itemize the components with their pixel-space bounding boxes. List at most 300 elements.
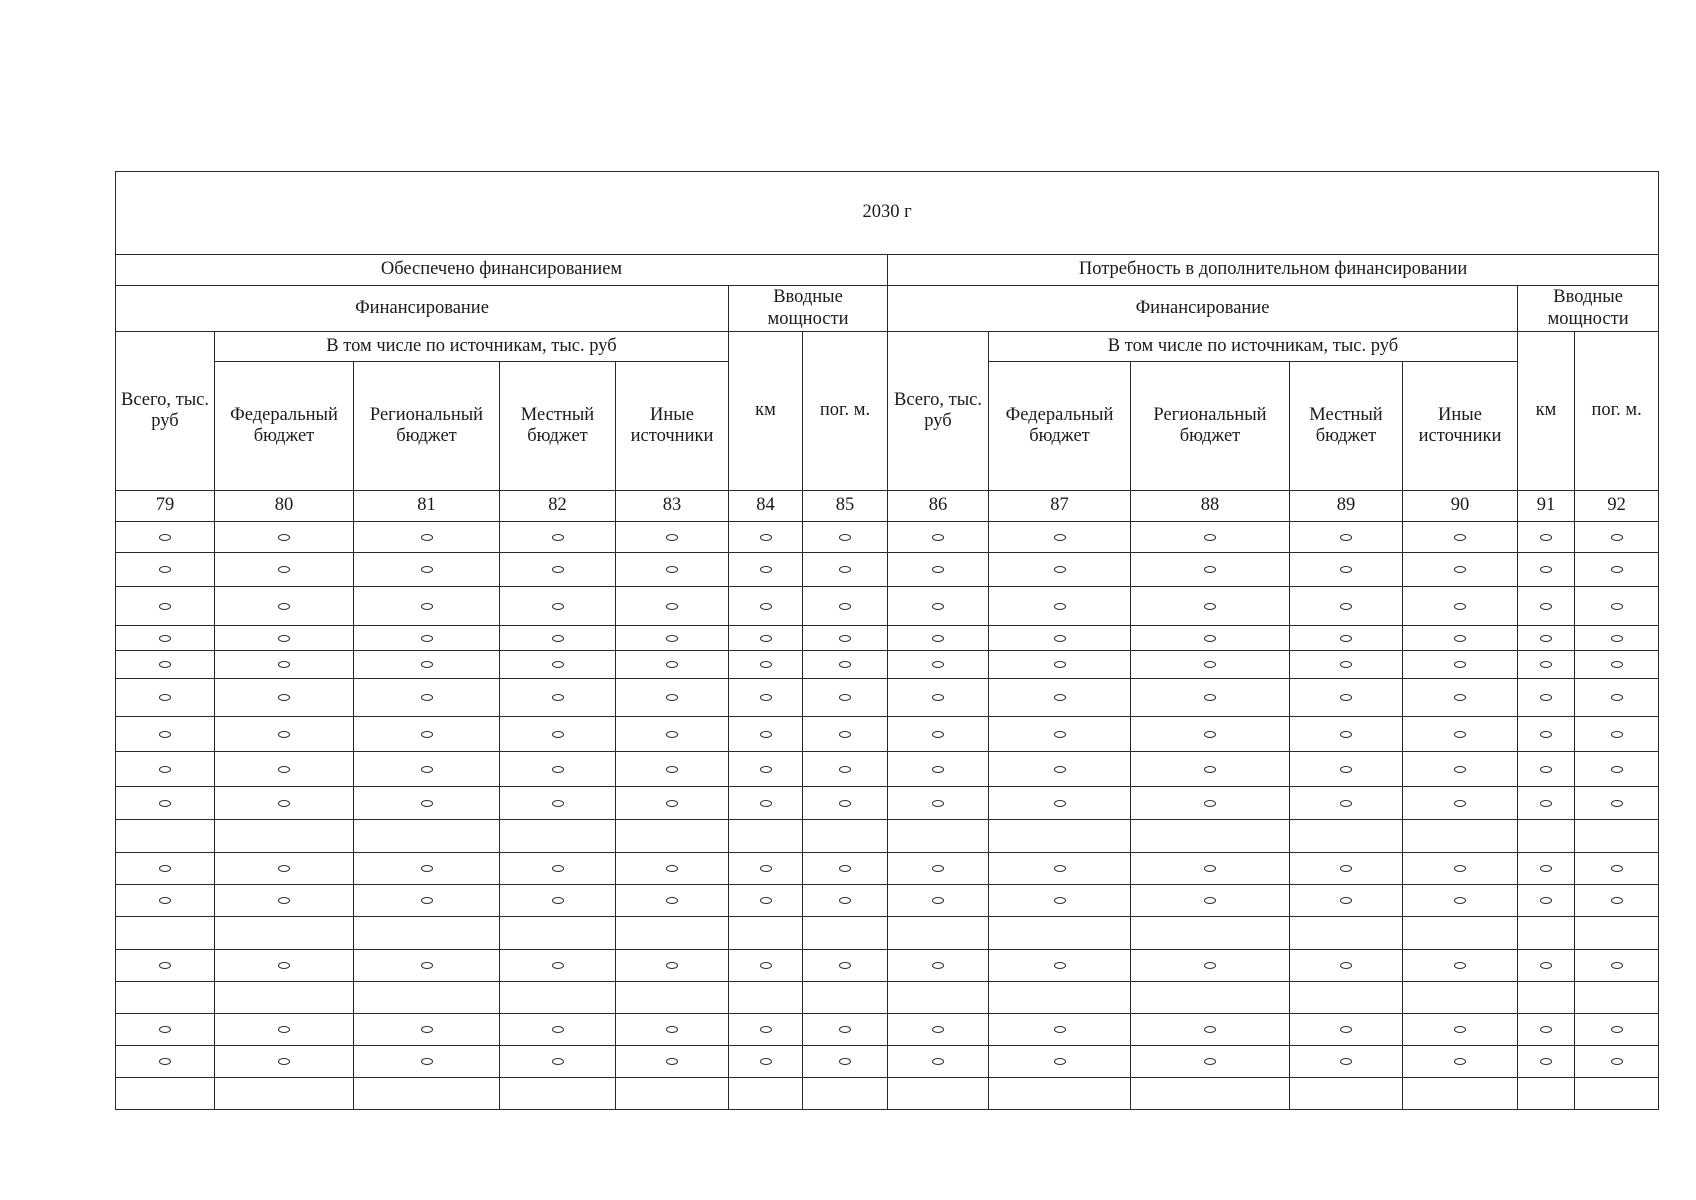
zero-value [1054,731,1066,738]
table-cell [215,522,354,553]
table-cell [354,553,500,587]
table-cell [116,717,215,752]
table-cell [888,651,989,679]
zero-value [839,635,851,642]
zero-value [552,731,564,738]
table-cell [116,1046,215,1078]
zero-value [839,603,851,610]
table-row [116,679,1659,717]
zero-value [839,1058,851,1065]
table-cell [1290,950,1403,982]
table-cell [616,717,729,752]
table-cell [616,522,729,553]
table-cell [1403,522,1518,553]
table-cell [116,950,215,982]
zero-value [1540,731,1552,738]
table-cell [1290,982,1403,1014]
zero-value [159,603,171,610]
table-cell [803,717,888,752]
table-cell [888,917,989,950]
table-row [116,885,1659,917]
table-cell [116,787,215,820]
table-cell [500,651,616,679]
needed-by-sources-header: В том числе по источникам, тыс. руб [989,332,1518,362]
table-cell [116,679,215,717]
table-cell [803,587,888,626]
table-cell [989,679,1131,717]
table-row [116,1046,1659,1078]
table-cell [888,885,989,917]
table-cell [215,651,354,679]
zero-value [1054,962,1066,969]
zero-value [1540,865,1552,872]
table-cell [215,717,354,752]
zero-value [1054,534,1066,541]
table-cell [729,522,803,553]
table-cell [1403,752,1518,787]
table-cell [1575,950,1659,982]
table-cell [1131,885,1290,917]
zero-value [1340,534,1352,541]
table-cell [888,626,989,651]
zero-value [1611,694,1623,701]
zero-value [278,1026,290,1033]
zero-value [278,603,290,610]
table-cell [989,950,1131,982]
table-cell [1131,651,1290,679]
zero-value [1054,897,1066,904]
table-cell [803,522,888,553]
table-cell [354,626,500,651]
table-cell [1290,587,1403,626]
table-cell [888,679,989,717]
zero-value [1054,635,1066,642]
needed-km-header: км [1518,332,1575,491]
zero-value [760,865,772,872]
table-cell [500,522,616,553]
table-cell [989,651,1131,679]
table-cell [989,853,1131,885]
zero-value [932,603,944,610]
table-row [116,820,1659,853]
table-cell [616,651,729,679]
zero-value [159,731,171,738]
table-cell [354,522,500,553]
zero-value [278,661,290,668]
zero-value [421,897,433,904]
table-cell [989,820,1131,853]
table-cell [215,885,354,917]
zero-value [1340,962,1352,969]
table-cell [500,917,616,950]
zero-value [666,661,678,668]
table-cell [500,885,616,917]
zero-value [1611,800,1623,807]
zero-value [159,962,171,969]
zero-value [760,766,772,773]
table-cell [989,1014,1131,1046]
table-cell [1575,522,1659,553]
secured-other-header: Иные источники [616,362,729,491]
zero-value [1340,1026,1352,1033]
zero-value [1540,635,1552,642]
table-cell [1131,820,1290,853]
table-cell [1403,820,1518,853]
zero-value [666,800,678,807]
zero-value [1340,566,1352,573]
zero-value [839,1026,851,1033]
table-cell [1518,787,1575,820]
table-cell [1403,950,1518,982]
column-number: 92 [1575,491,1659,522]
zero-value [932,534,944,541]
needed-other-header: Иные источники [1403,362,1518,491]
table-cell [1403,917,1518,950]
zero-value [666,897,678,904]
column-number: 86 [888,491,989,522]
zero-value [552,800,564,807]
table-cell [500,626,616,651]
zero-value [1611,766,1623,773]
table-cell [1403,1014,1518,1046]
zero-value [159,661,171,668]
column-number: 89 [1290,491,1403,522]
zero-value [552,694,564,701]
zero-value [760,897,772,904]
table-cell [888,820,989,853]
table-cell [803,820,888,853]
table-cell [1575,820,1659,853]
table-cell [616,787,729,820]
needed-capacity-header: Вводные мощности [1518,286,1659,332]
table-cell [116,885,215,917]
table-cell [354,752,500,787]
table-row [116,853,1659,885]
table-cell [989,787,1131,820]
table-cell [354,950,500,982]
table-cell [1403,1046,1518,1078]
table-cell [1575,853,1659,885]
zero-value [1611,1026,1623,1033]
table-cell [500,1078,616,1110]
table-cell [616,587,729,626]
table-cell [803,1078,888,1110]
zero-value [1454,635,1466,642]
zero-value [552,566,564,573]
table-cell [1575,982,1659,1014]
table-cell [1575,717,1659,752]
zero-value [159,766,171,773]
zero-value [760,731,772,738]
zero-value [159,865,171,872]
table-cell [1290,820,1403,853]
zero-value [1540,534,1552,541]
table-cell [215,820,354,853]
zero-value [159,1026,171,1033]
table-cell [989,626,1131,651]
zero-value [421,962,433,969]
zero-value [839,962,851,969]
zero-value [278,635,290,642]
table-cell [1131,626,1290,651]
table-cell [616,853,729,885]
table-cell [1403,651,1518,679]
zero-value [421,694,433,701]
table-cell [1518,626,1575,651]
zero-value [1204,865,1216,872]
zero-value [552,1058,564,1065]
table-cell [1403,626,1518,651]
table-cell [215,626,354,651]
zero-value [552,766,564,773]
zero-value [1454,1058,1466,1065]
table-row [116,982,1659,1014]
table-cell [354,820,500,853]
zero-value [1340,766,1352,773]
zero-value [932,962,944,969]
zero-value [1204,1058,1216,1065]
zero-value [1204,766,1216,773]
zero-value [760,534,772,541]
group-needed-header: Потребность в дополнительном финансировании [888,255,1659,286]
column-number: 81 [354,491,500,522]
table-row [116,917,1659,950]
table-cell [729,1014,803,1046]
zero-value [1340,731,1352,738]
table-cell [989,982,1131,1014]
zero-value [1611,635,1623,642]
table-cell [616,820,729,853]
table-cell [1518,679,1575,717]
zero-value [278,534,290,541]
table-cell [500,1014,616,1046]
table-cell [1575,679,1659,717]
table-cell [729,587,803,626]
table-cell [354,917,500,950]
zero-value [1611,865,1623,872]
zero-value [278,897,290,904]
needed-federal-header: Федеральный бюджет [989,362,1131,491]
table-cell [354,1078,500,1110]
zero-value [1540,566,1552,573]
needed-financing-header: Финансирование [888,286,1518,332]
table-cell [354,587,500,626]
table-row [116,587,1659,626]
table-cell [1575,1014,1659,1046]
table-cell [215,679,354,717]
table-cell [116,1014,215,1046]
zero-value [278,694,290,701]
table-cell [500,982,616,1014]
zero-value [1540,962,1552,969]
table-row [116,553,1659,587]
table-row [116,651,1659,679]
zero-value [666,534,678,541]
table-cell [803,950,888,982]
table-cell [803,982,888,1014]
table-cell [500,587,616,626]
table-cell [1518,522,1575,553]
table-cell [1131,1078,1290,1110]
table-cell [500,752,616,787]
table-cell [729,1078,803,1110]
zero-value [1054,661,1066,668]
table-row [116,787,1659,820]
zero-value [159,897,171,904]
zero-value [666,1058,678,1065]
zero-value [421,800,433,807]
zero-value [839,534,851,541]
zero-value [932,865,944,872]
zero-value [932,897,944,904]
zero-value [1054,800,1066,807]
zero-value [666,1026,678,1033]
table-cell [1290,717,1403,752]
table-cell [1518,982,1575,1014]
table-cell [116,982,215,1014]
table-cell [215,553,354,587]
zero-value [1204,962,1216,969]
table-cell [888,787,989,820]
zero-value [552,1026,564,1033]
table-cell [1131,752,1290,787]
table-cell [215,917,354,950]
zero-value [1204,1026,1216,1033]
table-cell [729,651,803,679]
table-cell [1403,717,1518,752]
table-cell [215,853,354,885]
table-cell [1290,752,1403,787]
zero-value [421,766,433,773]
table-cell [1518,553,1575,587]
zero-value [1340,897,1352,904]
table-cell [729,1046,803,1078]
zero-value [666,766,678,773]
column-number: 88 [1131,491,1290,522]
zero-value [421,865,433,872]
column-number: 83 [616,491,729,522]
needed-local-header: Местный бюджет [1290,362,1403,491]
table-cell [215,587,354,626]
zero-value [1454,694,1466,701]
table-cell [803,626,888,651]
table-row [116,950,1659,982]
zero-value [1454,731,1466,738]
table-cell [215,950,354,982]
table-cell [803,752,888,787]
zero-value [932,661,944,668]
zero-value [1204,534,1216,541]
zero-value [839,566,851,573]
zero-value [1340,661,1352,668]
table-cell [1290,651,1403,679]
table-cell [888,553,989,587]
table-cell [803,853,888,885]
table-cell [729,917,803,950]
table-cell [616,553,729,587]
secured-by-sources-header: В том числе по источникам, тыс. руб [215,332,729,362]
table-cell [1131,522,1290,553]
table-row [116,1014,1659,1046]
secured-financing-header: Финансирование [116,286,729,332]
zero-value [666,865,678,872]
table-cell [1518,1014,1575,1046]
table-cell [729,553,803,587]
table-row [116,717,1659,752]
zero-value [1054,694,1066,701]
table-cell [989,885,1131,917]
table-cell [354,982,500,1014]
zero-value [839,897,851,904]
table-cell [888,982,989,1014]
table-row [116,626,1659,651]
table-cell [1403,587,1518,626]
zero-value [1611,897,1623,904]
table-cell [1403,679,1518,717]
table-cell [116,522,215,553]
table-cell [116,587,215,626]
zero-value [421,635,433,642]
table-cell [1518,820,1575,853]
table-cell [888,853,989,885]
zero-value [421,603,433,610]
zero-value [1204,661,1216,668]
table-cell [1518,1046,1575,1078]
zero-value [1204,694,1216,701]
table-cell [500,1046,616,1078]
zero-value [839,731,851,738]
table-cell [1575,1046,1659,1078]
zero-value [1204,731,1216,738]
table-cell [116,553,215,587]
table-cell [500,553,616,587]
zero-value [760,962,772,969]
zero-value [1454,800,1466,807]
table-cell [1575,787,1659,820]
table-cell [215,1046,354,1078]
zero-value [1611,603,1623,610]
zero-value [1540,661,1552,668]
zero-value [1540,1026,1552,1033]
secured-capacity-header: Вводные мощности [729,286,888,332]
zero-value [839,865,851,872]
group-secured-header: Обеспечено финансированием [116,255,888,286]
zero-value [159,635,171,642]
table-cell [803,651,888,679]
table-cell [215,752,354,787]
table-row [116,752,1659,787]
table-cell [1131,1014,1290,1046]
table-cell [116,917,215,950]
table-cell [116,651,215,679]
table-cell [1131,950,1290,982]
zero-value [159,694,171,701]
table-cell [1131,787,1290,820]
table-cell [215,1078,354,1110]
financing-table [115,171,1659,1110]
table-cell [1290,787,1403,820]
zero-value [1611,731,1623,738]
zero-value [760,800,772,807]
table-cell [1518,917,1575,950]
table-cell [1290,679,1403,717]
zero-value [1340,603,1352,610]
table-cell [729,787,803,820]
table-cell [803,679,888,717]
zero-value [932,635,944,642]
table-cell [1290,917,1403,950]
zero-value [760,635,772,642]
